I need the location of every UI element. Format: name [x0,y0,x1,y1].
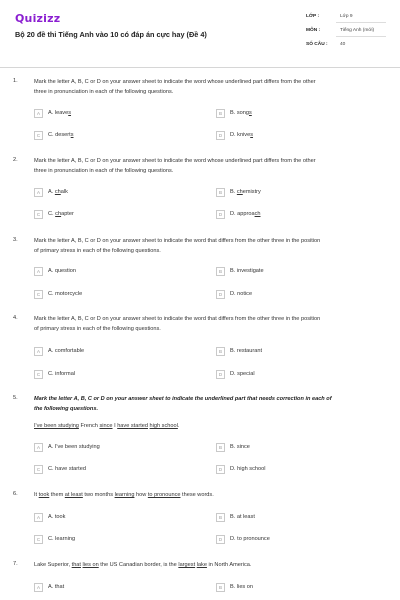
option-text: A. that [48,584,65,590]
option-letter-box: D [216,210,225,219]
option-text: D. approach [230,211,261,217]
question-instruction [34,78,392,97]
option-text: D. high school [230,466,266,472]
meta-info [306,12,386,54]
option-letter-box: B [216,188,225,197]
meta-divider [336,22,386,23]
meta-row-subject [306,26,386,40]
option-text: B. lies on [230,584,254,590]
instruction-line: three in pronunciation in each of the following questions. [34,88,174,95]
question-instruction [34,237,392,256]
meta-row-class [306,12,386,26]
option-letter-box: D [216,370,225,379]
option-letter-box: A [34,443,43,452]
question-number: 5. [13,395,18,401]
option-text: A. question [48,268,76,274]
option-letter-box: A [34,347,43,356]
option-text: C. learning [48,536,76,542]
question-sentence: Lake Superior, that lies on the US Canadian border, is the largest lake in North America. [34,562,252,568]
option-letter-box: A [34,267,43,276]
option-text: B. since [230,444,250,450]
meta-label: MÔN : [306,28,321,33]
option-letter-box: A [34,188,43,197]
question-sentence: It took them at least two months learning how to pronounce these words. [34,492,214,498]
option-letter-box: A [34,583,43,592]
option-letter-box: C [34,535,43,544]
option-text: B. restaurant [230,348,263,354]
option-letter-box: A [34,513,43,522]
question-sentence: I've been studying French since I have started high school. [34,423,180,429]
question-number: 1. [13,78,18,84]
option-text: C. deserts [48,132,74,138]
option-text: C. chapter [48,211,74,217]
meta-value: Lớp 9 [340,14,353,19]
instruction-line: Mark the letter A, B, C or D on your answer sheet to indicate the word whose underlined part differs from the other [34,79,316,85]
question-number: 3. [13,237,18,243]
header-divider [0,67,400,68]
option-text: D. notice [230,291,253,297]
option-text: A. chalk [48,189,68,195]
option-letter-box: C [34,210,43,219]
option-letter-box: A [34,109,43,118]
option-letter-box: D [216,535,225,544]
meta-value: Tiếng Anh (mới) [340,28,375,33]
option-letter-box: B [216,583,225,592]
quizizz-logo: Quizizz [15,12,61,25]
document-title: Bộ 20 đề thi Tiếng Anh vào 10 có đáp án cực hay (Đề 4) [15,30,207,39]
instruction-line: three in pronunciation in each of the following questions. [34,167,174,174]
question-instruction [34,395,392,414]
option-letter-box: D [216,465,225,474]
option-text: A. took [48,514,66,520]
meta-value: 40 [340,42,346,47]
question-instruction [34,315,392,334]
option-letter-box: D [216,290,225,299]
option-text: B. at least [230,514,255,520]
question-number: 4. [13,315,18,321]
instruction-line: Mark the letter A, B, C or D on your answer sheet to indicate the word whose underlined part differs from the other [34,158,316,164]
option-text: D. to pronounce [230,536,270,542]
option-text: D. special [230,371,255,377]
option-text: C. motorcycle [48,291,83,297]
option-text: C. have started [48,466,86,472]
option-letter-box: B [216,109,225,118]
option-letter-box: B [216,443,225,452]
option-letter-box: C [34,131,43,140]
option-text: B. songs [230,110,252,116]
meta-divider [336,36,386,37]
option-letter-box: C [34,290,43,299]
option-text: A. I've been studying [48,444,100,450]
option-text: A. leaves [48,110,72,116]
instruction-line: Mark the letter A, B, C or D on your answer sheet to indicate the word that differs from the other three in the position [34,316,321,322]
meta-label: SỐ CÂU : [306,42,328,47]
option-text: D. knives [230,132,254,138]
question-number: 2. [13,157,18,163]
instruction-line: of primary stress in each of the following questions. [34,325,161,332]
option-text: B. chemistry [230,189,261,195]
question-number: 7. [13,561,18,567]
instruction-line: Mark the letter A, B, C or D on your answer sheet to indicate the underlined part that needs correction in each of [34,396,332,402]
instruction-line: the following questions. [34,405,99,412]
option-text: C. informal [48,371,76,377]
option-text: A. comfortable [48,348,85,354]
option-letter-box: B [216,513,225,522]
question-number: 6. [13,491,18,497]
instruction-line: Mark the letter A, B, C or D on your answer sheet to indicate the word that differs from the other three in the position [34,238,321,244]
option-letter-box: D [216,131,225,140]
option-letter-box: C [34,465,43,474]
option-letter-box: C [34,370,43,379]
instruction-line: of primary stress in each of the following questions. [34,247,161,254]
option-letter-box: B [216,347,225,356]
option-letter-box: B [216,267,225,276]
meta-row-count [306,40,386,54]
meta-label: LỚP : [306,14,320,19]
question-instruction [34,157,392,176]
option-text: B. investigate [230,268,264,274]
